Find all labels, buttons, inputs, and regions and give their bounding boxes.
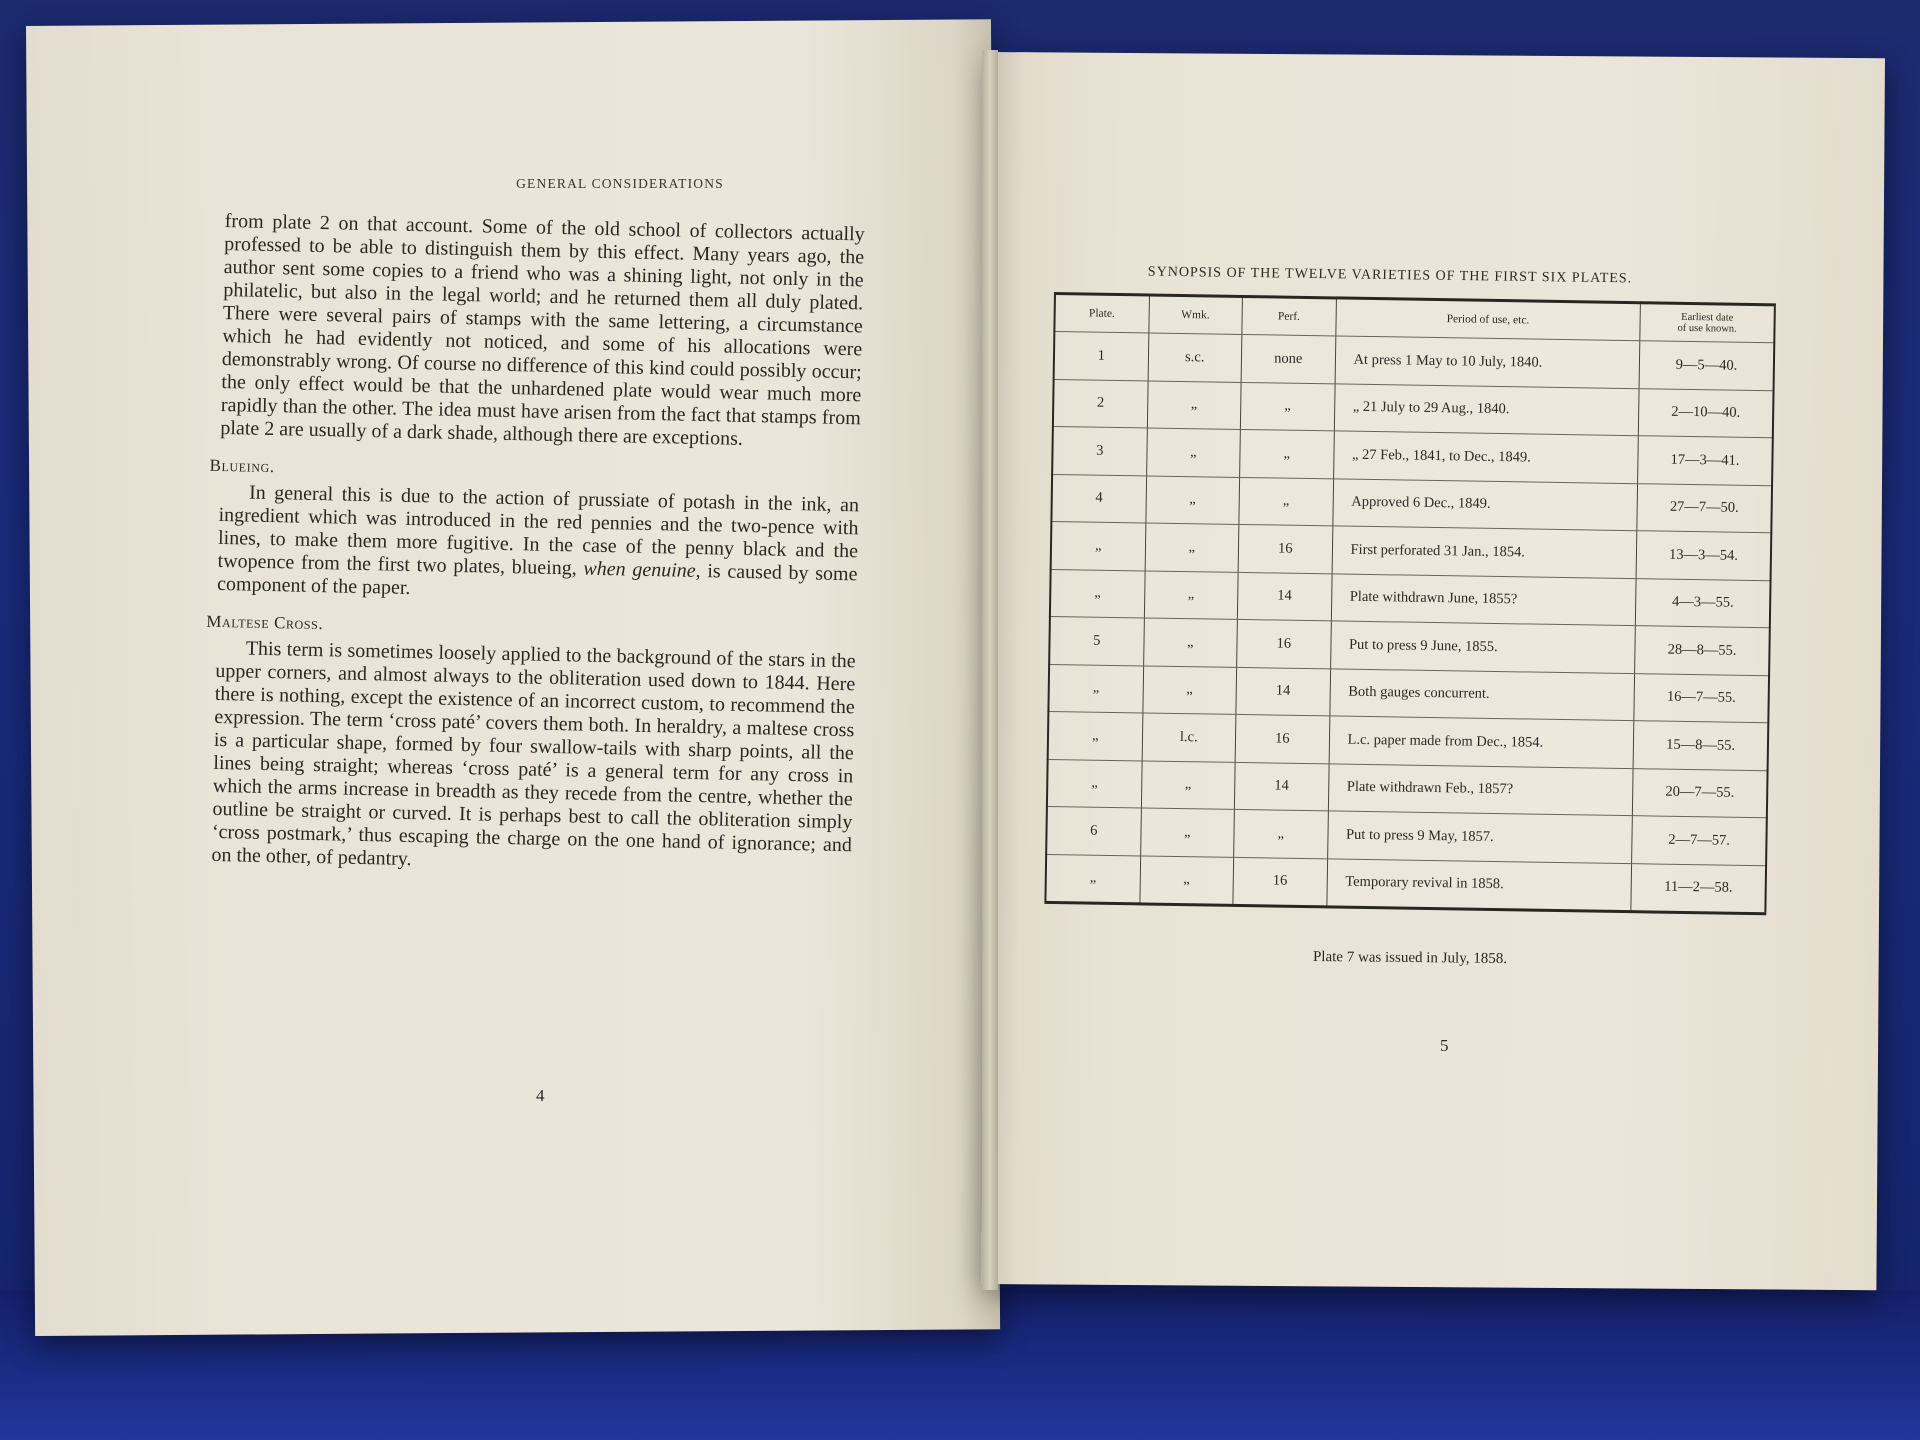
paragraph-maltese-cross: This term is sometimes loosely applied to the background of the stars in the upper corners, and almost always to the obliteration used down to 1844. Here there is nothing, except the existence of an incorrect custom, to recommend the expression. The term ‘cross paté’ covers them both. In heraldry, a maltese cross is a particular shape, formed by four swallow-tails with sharp points, all the lines being straight; whereas ‘cross paté’ is a general term for any cross in which the arms increase in breadth as they recede from the centre, whether the outline be straight or curved. It is perhaps best to call the obliteration simply ‘cross postmark,’ thus escaping the charge on the one hand of ignorance; and on the other, of pedantry.	[211, 637, 856, 871]
cell-period: Approved 6 Dec., 1849.	[1332, 478, 1637, 530]
table-caption: Plate 7 was issued in July, 1858.	[1312, 948, 1508, 968]
cell-perf: 14	[1236, 667, 1330, 716]
cell-earliest-date: 13—3—54.	[1636, 531, 1771, 581]
cell-perf: 14	[1234, 762, 1328, 811]
cell-plate: „	[1045, 854, 1140, 904]
header-period: Period of use, etc.	[1335, 298, 1640, 341]
cell-earliest-date: 9—5—40.	[1639, 341, 1774, 391]
cell-earliest-date: 11—2—58.	[1631, 863, 1766, 914]
cell-earliest-date: 20—7—55.	[1633, 768, 1768, 818]
cell-perf: none	[1241, 334, 1335, 383]
running-head: GENERAL CONSIDERATIONS	[516, 176, 724, 191]
cell-wmk: s.c.	[1148, 333, 1242, 382]
cell-period: „ 27 Feb., 1841, to Dec., 1849.	[1333, 431, 1638, 483]
paragraph-intro: from plate 2 on that account. Some of the old school of collectors actually professed to be able to distinguish them by this effect. Many years ago, the author sent some copies to a friend who was a shining light, not only in the philatelic, but also in the legal world; and he returned them all duly plated. There were several pairs of stamps with the same lettering, a circumstance which he had evidently not noticed, and some of his allocations were demonstrably wrong. Of course no difference of this kind could possibly occur; the only effect would be that the unhardened plate would wear much more rapidly than the other. The idea must have arisen from the fact that stamps from plate 2 are usually of a dark shade, although there are exceptions.	[220, 210, 865, 450]
cell-plate: „	[1050, 569, 1145, 618]
left-page-body	[206, 210, 865, 888]
cell-wmk: „	[1143, 618, 1237, 667]
cell-period: First perforated 31 Jan., 1854.	[1332, 526, 1637, 578]
cell-period: Both gauges concurrent.	[1329, 668, 1634, 720]
book-gutter	[982, 50, 998, 1290]
cell-period: L.c. paper made from Dec., 1854.	[1329, 716, 1634, 768]
cell-plate: „	[1051, 521, 1146, 570]
header-plate: Plate.	[1054, 294, 1149, 333]
cell-plate: 4	[1051, 474, 1146, 523]
page-number-right: 5	[1440, 1036, 1449, 1055]
cell-plate: 1	[1054, 332, 1149, 381]
cell-perf: „	[1240, 382, 1334, 431]
table-title: SYNOPSIS OF THE TWELVE VARIETIES OF THE FIRST SIX PLATES.	[1147, 264, 1633, 287]
cell-period: Put to press 9 May, 1857.	[1327, 811, 1632, 863]
cell-period: Plate withdrawn June, 1855?	[1331, 573, 1636, 625]
cell-plate: 5	[1049, 616, 1144, 665]
cell-plate: 6	[1046, 806, 1141, 855]
paragraph-blueing-start: In general this is due to the action of prussiate of potash in the ink, an ingredient which was introduced in the red pennies and the two-pence with lines, to make them more fugitive. In the case of the penny black and the twopence from the first two plates, blueing,	[217, 481, 860, 580]
cell-plate: „	[1048, 664, 1143, 713]
cell-wmk: „	[1142, 665, 1236, 714]
cell-wmk: „	[1146, 428, 1240, 477]
cell-wmk: „	[1145, 523, 1239, 572]
cell-wmk: „	[1139, 855, 1233, 905]
cell-period: Plate withdrawn Feb., 1857?	[1328, 763, 1633, 815]
cell-perf: 16	[1238, 524, 1332, 573]
cell-perf: „	[1239, 477, 1333, 526]
cell-wmk: „	[1145, 475, 1239, 524]
cell-earliest-date: 4—3—55.	[1636, 578, 1771, 628]
cell-earliest-date: 16—7—55.	[1634, 673, 1769, 723]
cell-perf: 14	[1237, 572, 1331, 621]
heading-maltese-cross: Maltese Cross.	[206, 611, 324, 634]
cell-earliest-date: 28—8—55.	[1635, 626, 1770, 676]
paragraph-blueing-italic: when genuine,	[583, 557, 701, 583]
cell-perf: „	[1234, 809, 1328, 858]
cell-plate: „	[1047, 759, 1142, 808]
cell-wmk: l.c.	[1142, 713, 1236, 762]
cell-earliest-date: 27—7—50.	[1637, 483, 1772, 533]
header-earliest-date	[1640, 303, 1775, 343]
paragraph-blueing-end: is caused by some component of the paper.	[216, 560, 858, 599]
cell-perf: 16	[1237, 619, 1331, 668]
header-date-line1: Earliest date	[1681, 311, 1734, 324]
paragraph-blueing	[217, 481, 859, 609]
page-number-left: 4	[536, 1086, 545, 1105]
cell-period: At press 1 May to 10 July, 1840.	[1335, 336, 1640, 388]
cell-period: „ 21 July to 29 Aug., 1840.	[1334, 383, 1639, 435]
cell-earliest-date: 2—7—57.	[1632, 816, 1767, 866]
cell-earliest-date: 15—8—55.	[1633, 721, 1768, 771]
cell-plate: „	[1048, 711, 1143, 760]
cell-period: Put to press 9 June, 1855.	[1330, 621, 1635, 673]
cell-wmk: „	[1147, 380, 1241, 429]
cell-earliest-date: 17—3—41.	[1638, 436, 1773, 486]
cell-perf: 16	[1235, 714, 1329, 763]
cell-wmk: „	[1140, 808, 1234, 857]
cell-wmk: „	[1144, 570, 1238, 619]
header-date-line2: of use known.	[1677, 322, 1737, 335]
header-perf: Perf.	[1242, 296, 1336, 335]
synopsis-table	[1044, 292, 1776, 915]
header-wmk: Wmk.	[1148, 295, 1242, 334]
cell-perf: „	[1240, 429, 1334, 478]
cell-plate: 2	[1053, 379, 1148, 428]
cell-wmk: „	[1141, 760, 1235, 809]
table-row	[1045, 854, 1766, 914]
cell-period: Temporary revival in 1858.	[1326, 858, 1631, 911]
heading-blueing: Blueing.	[209, 455, 275, 477]
cell-perf: 16	[1233, 857, 1327, 907]
cell-plate: 3	[1052, 426, 1147, 475]
cell-earliest-date: 2—10—40.	[1639, 388, 1774, 438]
